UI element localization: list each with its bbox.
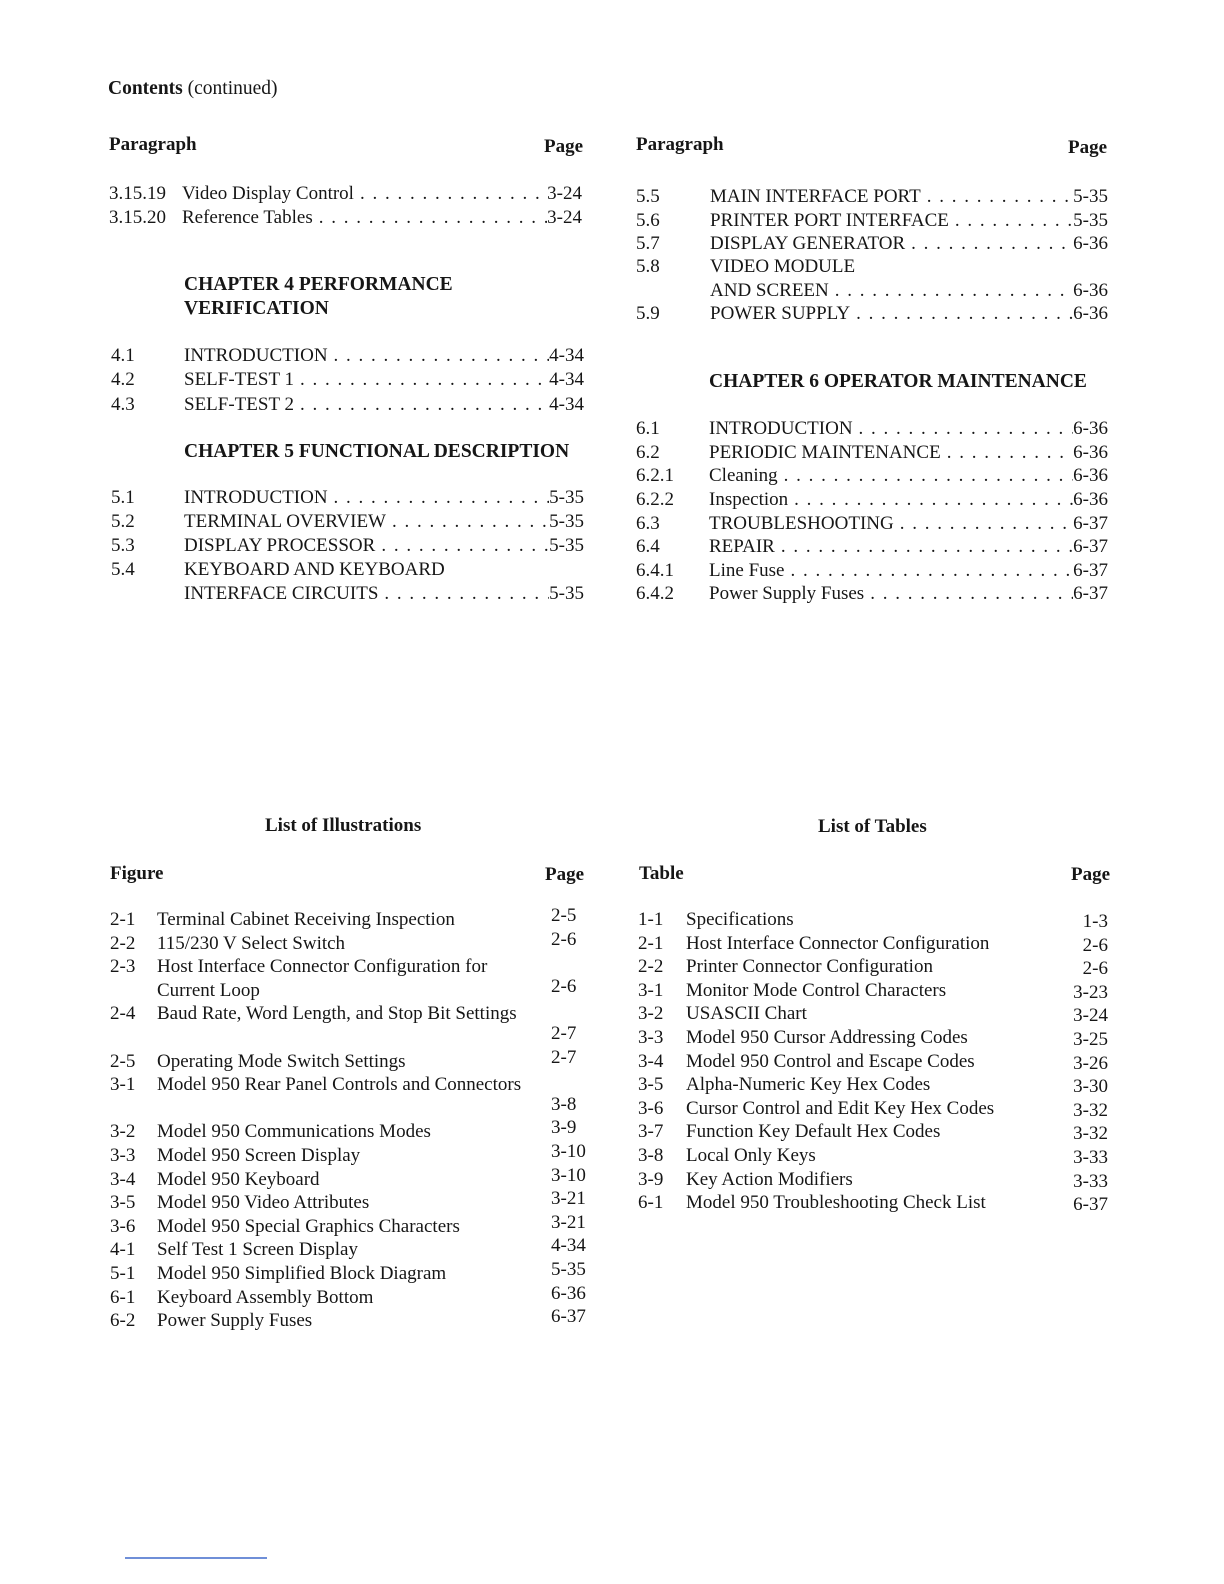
- figure-title: Self Test 1 Screen Display: [157, 1239, 358, 1261]
- toc-num: 4.2: [111, 369, 135, 390]
- toc-num: 3.15.20: [109, 207, 166, 228]
- toc-page: 6-36: [1073, 280, 1108, 301]
- table-title: Specifications: [686, 909, 794, 930]
- toc-page: 6-36: [1073, 303, 1108, 324]
- toc-entry-6-2-2: [636, 488, 1108, 512]
- toc-title: SELF-TEST 1: [184, 369, 294, 390]
- list-item: [638, 1073, 1108, 1097]
- toc-title: Reference Tables: [182, 207, 313, 228]
- leader-dots: [778, 464, 1074, 488]
- toc-entry-5-5: [636, 185, 1108, 209]
- figure-page: 2-7: [551, 1022, 577, 1044]
- figure-page: 3-8: [551, 1093, 577, 1115]
- toc-entry-6-4: [636, 535, 1108, 559]
- figure-page: 2-5: [551, 905, 577, 926]
- toc-page: 6-37: [1073, 513, 1108, 534]
- contents-header-rest: (continued): [187, 78, 278, 99]
- figure-number: 2-2: [110, 932, 136, 954]
- table-title: Printer Connector Configuration: [686, 956, 933, 978]
- leader-dots: [378, 582, 549, 606]
- figure-number: 2-1: [110, 909, 136, 930]
- toc-title: PRINTER PORT INTERFACE: [710, 210, 949, 231]
- toc-page: 6-36: [1073, 489, 1108, 510]
- toc-entry-3-15-19: [109, 182, 582, 206]
- toc-page: 6-36: [1073, 233, 1108, 254]
- toc-num: 3.15.19: [109, 183, 166, 204]
- leader-dots: [294, 368, 549, 392]
- figure-title: Power Supply Fuses: [157, 1310, 313, 1332]
- contents-header: [108, 78, 278, 100]
- toc-title: DISPLAY GENERATOR: [710, 233, 906, 254]
- toc-title: POWER SUPPLY: [710, 303, 851, 324]
- figure-number: 6-1: [110, 1286, 136, 1308]
- table-page: 3-33: [1073, 1170, 1108, 1192]
- list-item: [638, 1191, 1108, 1215]
- table-title: Model 950 Control and Escape Codes: [686, 1050, 975, 1072]
- leader-dots: [941, 441, 1073, 465]
- table-page: 6-37: [1073, 1194, 1108, 1216]
- toc-page: 4-34: [549, 394, 584, 415]
- toc-num: 5.5: [636, 186, 660, 207]
- list-item: [110, 955, 580, 1002]
- toc-title-line2: AND SCREEN: [710, 280, 829, 301]
- figure-number: 2-3: [110, 956, 136, 978]
- table-page: 3-24: [1073, 1005, 1108, 1027]
- toc-title: INTRODUCTION: [709, 418, 853, 439]
- figure-page: 2-6: [551, 928, 577, 950]
- chapter-4-line2: VERIFICATION: [184, 298, 329, 319]
- toc-title: PERIODIC MAINTENANCE: [709, 442, 941, 463]
- toc-title: SELF-TEST 2: [184, 394, 294, 415]
- table-number: 3-5: [638, 1074, 664, 1096]
- list-item: [110, 1211, 586, 1239]
- list-item: [110, 1141, 586, 1168]
- table-title: Function Key Default Hex Codes: [686, 1121, 941, 1143]
- list-item: [110, 1073, 580, 1120]
- figure-number: 2-5: [110, 1050, 136, 1072]
- toc-entry-5-2: [111, 510, 584, 534]
- illustrations-title: List of Illustrations: [265, 815, 422, 836]
- figure-title: Model 950 Keyboard: [157, 1168, 320, 1190]
- leader-dots: [829, 279, 1073, 303]
- toc-entry-6-2-1: [636, 464, 1108, 488]
- figure-page: 3-10: [551, 1164, 586, 1186]
- toc-page: 4-34: [549, 369, 584, 390]
- contents-header-bold: Contents: [108, 78, 183, 99]
- toc-title-line2: INTERFACE CIRCUITS: [184, 583, 379, 604]
- table-page: 3-33: [1073, 1147, 1108, 1168]
- table-page: 3-30: [1073, 1076, 1108, 1098]
- list-item: [110, 1117, 580, 1144]
- table-title: Monitor Mode Control Characters: [686, 979, 947, 1001]
- toc-num: 6.4.2: [636, 583, 674, 604]
- figure-title: 115/230 V Select Switch: [157, 932, 346, 954]
- toc-entry-5-8: [636, 255, 1108, 279]
- table-col-header: Table: [639, 863, 684, 884]
- figure-page: 3-21: [551, 1188, 586, 1210]
- toc-num: 5.3: [111, 535, 135, 556]
- figure-number: 3-1: [110, 1074, 136, 1096]
- toc-num: 4.3: [111, 394, 135, 415]
- table-number: 1-1: [638, 909, 664, 930]
- toc-page: 4-34: [549, 345, 584, 366]
- figure-number: 3-5: [110, 1192, 136, 1214]
- toc-page: 5-35: [1073, 186, 1108, 207]
- toc-entry-5-4-cont: [111, 582, 584, 606]
- table-title: USASCII Chart: [686, 1003, 807, 1025]
- toc-title: INTRODUCTION: [184, 345, 328, 366]
- leader-dots: [784, 559, 1073, 583]
- toc-num: 4.1: [111, 345, 135, 366]
- toc-num: 5.1: [111, 487, 135, 508]
- table-title: Model 950 Troubleshooting Check List: [686, 1192, 986, 1214]
- list-item: [638, 955, 1108, 979]
- toc-num: 6.3: [636, 513, 660, 534]
- toc-title: TERMINAL OVERVIEW: [184, 511, 386, 532]
- table-title: Cursor Control and Edit Key Hex Codes: [686, 1097, 995, 1119]
- table-number: 2-1: [638, 932, 664, 954]
- toc-page: 5-35: [549, 487, 584, 508]
- figure-title: Host Interface Connector Configuration for Current Loop: [157, 956, 488, 1001]
- leader-dots: [328, 344, 550, 368]
- figure-page: 3-21: [551, 1211, 586, 1233]
- toc-entry-3-15-20: [109, 206, 582, 230]
- figure-page: 2-6: [551, 975, 577, 997]
- list-item: [638, 1120, 1108, 1144]
- toc-page: 6-37: [1073, 560, 1108, 581]
- toc-num: 6.2.1: [636, 465, 674, 486]
- toc-num: 5.7: [636, 233, 660, 254]
- leader-dots: [949, 209, 1073, 233]
- toc-page: 6-36: [1073, 465, 1108, 486]
- toc-num: 6.4.1: [636, 560, 674, 581]
- toc-entry-6-1: [636, 417, 1108, 441]
- figure-number: 3-6: [110, 1215, 136, 1237]
- figure-number: 2-4: [110, 1003, 136, 1025]
- table-number: 3-1: [638, 979, 664, 1001]
- toc-title-line1: VIDEO MODULE: [710, 256, 856, 277]
- toc-page: 5-35: [549, 583, 584, 604]
- figure-page: 3-10: [551, 1141, 586, 1162]
- list-item: [110, 1188, 586, 1215]
- list-item: [638, 908, 1108, 932]
- figure-page: 6-37: [551, 1306, 586, 1328]
- figure-number: 5-1: [110, 1263, 136, 1284]
- table-number: 2-2: [638, 956, 664, 978]
- list-item: [638, 1097, 1108, 1121]
- figure-title: Model 950 Communications Modes: [157, 1121, 431, 1143]
- table-title: Key Action Modifiers: [686, 1168, 853, 1190]
- chapter-4-heading: [184, 273, 453, 321]
- toc-entry-5-7: [636, 232, 1108, 256]
- figure-number: 3-4: [110, 1168, 136, 1190]
- toc-title: DISPLAY PROCESSOR: [184, 535, 376, 556]
- table-title: Alpha-Numeric Key Hex Codes: [686, 1074, 931, 1096]
- table-title: Model 950 Cursor Addressing Codes: [686, 1027, 968, 1048]
- leader-dots: [386, 510, 549, 534]
- table-page: 3-32: [1073, 1123, 1108, 1145]
- list-item: [110, 1235, 586, 1262]
- left-page-header: Page: [544, 136, 584, 157]
- list-item: [638, 979, 1108, 1003]
- leader-dots: [788, 488, 1073, 512]
- toc-page: 6-37: [1073, 583, 1108, 604]
- table-number: 3-7: [638, 1121, 664, 1143]
- toc-entry-5-3: [111, 534, 584, 558]
- leader-dots: [354, 182, 547, 206]
- leader-dots: [921, 185, 1073, 209]
- toc-title: MAIN INTERFACE PORT: [710, 186, 921, 207]
- toc-title: TROUBLESHOOTING: [709, 513, 894, 534]
- toc-title: Power Supply Fuses: [709, 583, 865, 604]
- list-item: [638, 1002, 1108, 1026]
- toc-page: 5-35: [549, 511, 584, 532]
- toc-page: 3-24: [547, 183, 582, 204]
- toc-num: 5.6: [636, 210, 660, 231]
- leader-dots: [375, 534, 549, 558]
- right-paragraph-header: Paragraph: [636, 134, 724, 155]
- toc-entry-6-2: [636, 441, 1108, 465]
- toc-entry-5-8-cont: [636, 279, 1108, 303]
- table-page: 2-6: [1082, 934, 1108, 956]
- toc-entry-5-9: [636, 302, 1108, 326]
- table-number: 3-6: [638, 1097, 664, 1119]
- toc-num: 6.2.2: [636, 489, 674, 510]
- table-title: Local Only Keys: [686, 1145, 816, 1166]
- leader-dots: [853, 417, 1074, 441]
- figure-number: 4-1: [110, 1239, 136, 1261]
- toc-title: Line Fuse: [709, 560, 785, 581]
- illustrations-page-header: Page: [545, 864, 585, 885]
- list-item: [638, 1026, 1108, 1050]
- figure-page: 6-36: [551, 1282, 586, 1304]
- toc-page: 5-35: [1073, 210, 1108, 231]
- figure-page: 5-35: [551, 1259, 586, 1280]
- toc-entry-5-4: [111, 558, 584, 582]
- figure-title: Terminal Cabinet Receiving Inspection: [157, 909, 455, 930]
- leader-dots: [905, 232, 1073, 256]
- figure-col-header: Figure: [110, 863, 164, 884]
- list-item: [110, 1259, 586, 1286]
- figure-title: Model 950 Rear Panel Controls and Connectors: [157, 1074, 522, 1096]
- toc-title-line1: KEYBOARD AND KEYBOARD: [184, 559, 445, 580]
- left-paragraph-header: Paragraph: [109, 134, 197, 155]
- toc-entry-4-2: [111, 368, 584, 392]
- figure-title: Model 950 Screen Display: [157, 1145, 361, 1166]
- toc-entry-4-3: [111, 393, 584, 417]
- list-item: [110, 905, 580, 932]
- figure-title: Model 950 Simplified Block Diagram: [157, 1263, 447, 1284]
- chapter-6-heading: CHAPTER 6 OPERATOR MAINTENANCE: [709, 371, 1087, 392]
- list-item: [110, 1306, 586, 1333]
- toc-entry-6-4-2: [636, 582, 1108, 606]
- list-item: [638, 1050, 1108, 1074]
- toc-title: INTRODUCTION: [184, 487, 328, 508]
- figure-page: 2-7: [551, 1046, 577, 1068]
- toc-page: 3-24: [547, 207, 582, 228]
- chapter-4-line1: CHAPTER 4 PERFORMANCE: [184, 274, 453, 295]
- list-item: [638, 1168, 1108, 1192]
- table-number: 3-3: [638, 1027, 664, 1048]
- table-page: 3-32: [1073, 1099, 1108, 1121]
- table-number: 3-4: [638, 1050, 664, 1072]
- toc-num: 6.4: [636, 536, 660, 557]
- toc-num: 5.8: [636, 256, 660, 277]
- leader-dots: [294, 393, 549, 417]
- table-number: 6-1: [638, 1192, 664, 1214]
- leader-dots: [313, 206, 547, 230]
- toc-page: 6-37: [1073, 536, 1108, 557]
- table-number: 3-2: [638, 1003, 664, 1025]
- toc-title: Cleaning: [709, 465, 778, 486]
- table-page: 3-26: [1073, 1052, 1108, 1074]
- table-page: 3-25: [1073, 1029, 1108, 1050]
- tables-title: List of Tables: [818, 816, 927, 837]
- figure-title: Operating Mode Switch Settings: [157, 1050, 406, 1072]
- figure-title: Model 950 Special Graphics Characters: [157, 1215, 460, 1237]
- toc-num: 5.9: [636, 303, 660, 324]
- list-item: [110, 1046, 580, 1074]
- toc-num: 6.1: [636, 418, 660, 439]
- toc-page: 5-35: [549, 535, 584, 556]
- list-item: [638, 1144, 1108, 1168]
- list-item: [638, 932, 1108, 956]
- tables-page-header: Page: [1071, 864, 1111, 885]
- table-page: 2-6: [1082, 958, 1108, 980]
- toc-entry-5-1: [111, 486, 584, 510]
- toc-num: 5.4: [111, 559, 135, 580]
- toc-entry-4-1: [111, 344, 584, 368]
- table-number: 3-9: [638, 1168, 664, 1190]
- toc-page: 6-36: [1073, 418, 1108, 439]
- toc-title: Inspection: [709, 489, 789, 510]
- table-page: 3-23: [1073, 981, 1108, 1003]
- table-page: 1-3: [1082, 911, 1108, 932]
- toc-entry-6-4-1: [636, 559, 1108, 583]
- table-title: Host Interface Connector Configuration: [686, 932, 990, 954]
- list-item: [110, 1002, 580, 1049]
- list-item: [110, 1164, 586, 1192]
- list-item: [110, 928, 580, 956]
- toc-entry-6-3: [636, 512, 1108, 536]
- right-page-header: Page: [1068, 137, 1108, 158]
- figure-page: 4-34: [551, 1235, 586, 1257]
- figure-number: 3-2: [110, 1121, 136, 1143]
- toc-entry-5-6: [636, 209, 1108, 233]
- toc-page: 6-36: [1073, 442, 1108, 463]
- figure-title: Baud Rate, Word Length, and Stop Bit Settings: [157, 1003, 517, 1025]
- leader-dots: [850, 302, 1073, 326]
- figure-title: Keyboard Assembly Bottom: [157, 1286, 374, 1308]
- leader-dots: [864, 582, 1073, 606]
- figure-title: Model 950 Video Attributes: [157, 1192, 370, 1214]
- figure-number: 6-2: [110, 1310, 136, 1332]
- toc-title: Video Display Control: [182, 183, 354, 204]
- figure-page: 3-9: [551, 1117, 577, 1139]
- toc-title: REPAIR: [709, 536, 775, 557]
- footer-rule: [125, 1557, 267, 1559]
- leader-dots: [775, 535, 1073, 559]
- figure-number: 3-3: [110, 1145, 136, 1166]
- toc-num: 6.2: [636, 442, 660, 463]
- toc-num: 5.2: [111, 511, 135, 532]
- list-item: [110, 1282, 586, 1310]
- table-number: 3-8: [638, 1145, 664, 1166]
- leader-dots: [328, 486, 550, 510]
- chapter-5-heading: CHAPTER 5 FUNCTIONAL DESCRIPTION: [184, 441, 570, 462]
- leader-dots: [894, 512, 1073, 536]
